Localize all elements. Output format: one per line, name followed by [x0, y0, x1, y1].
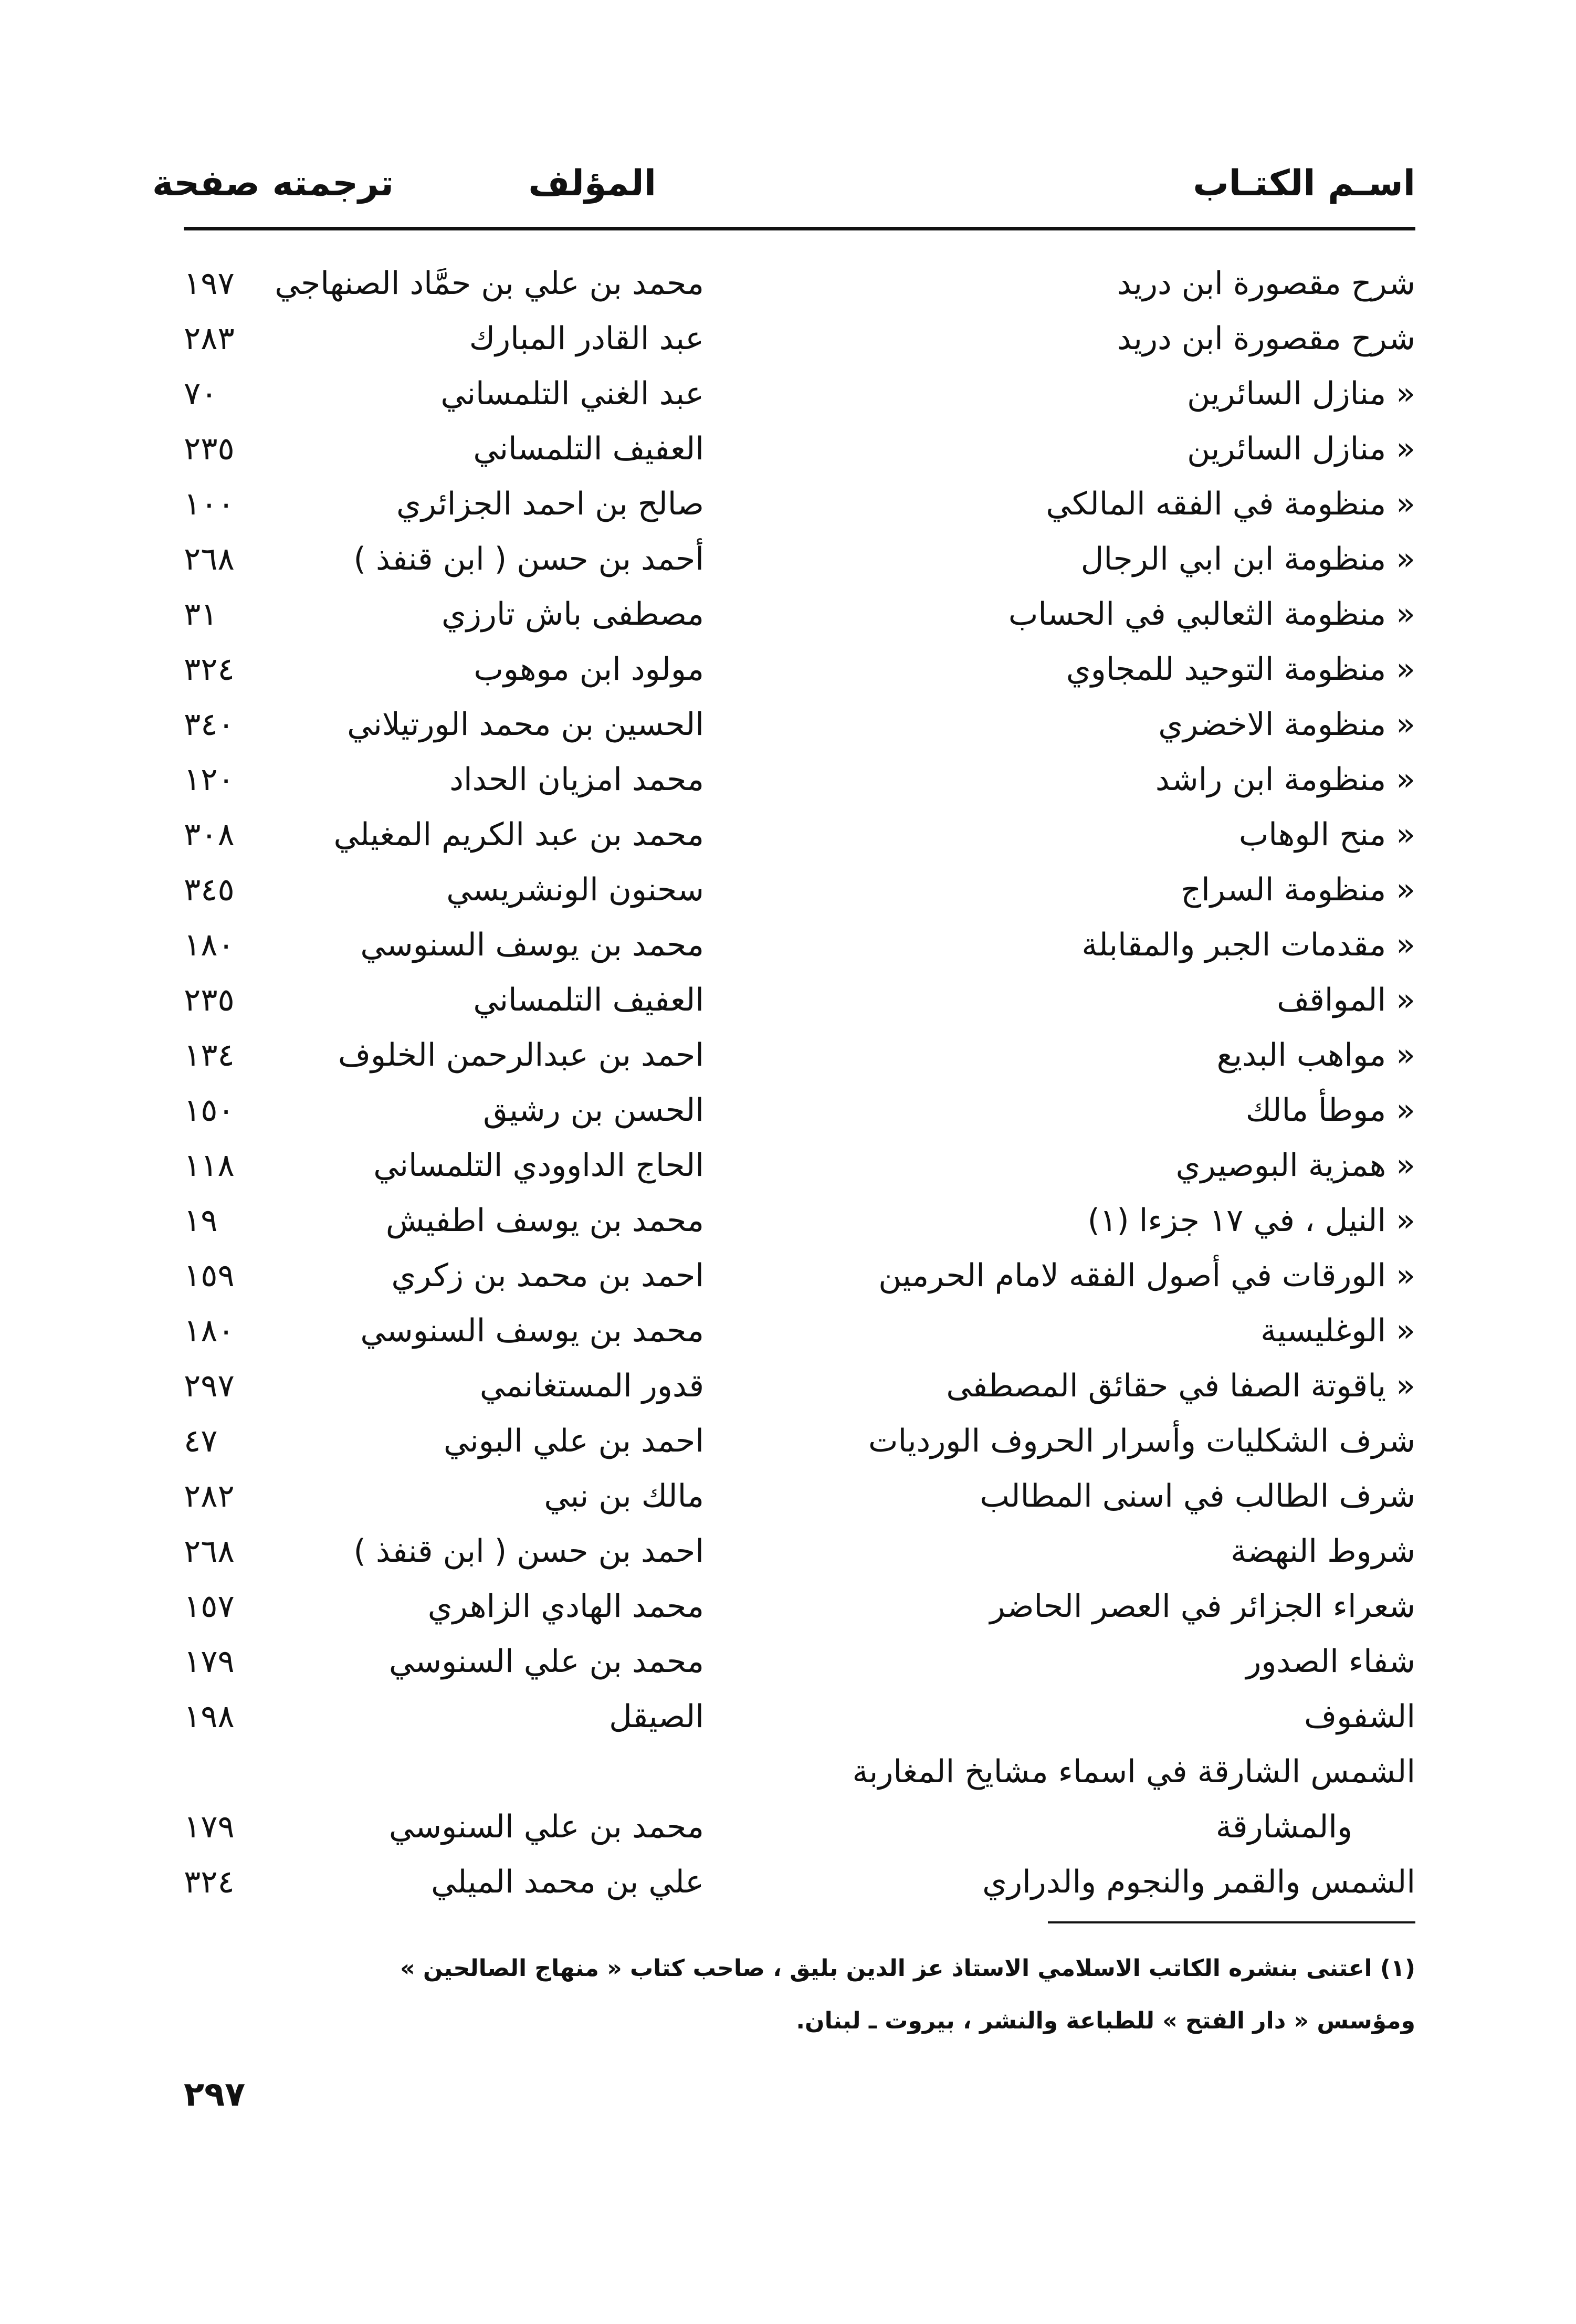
- book-title: شروط النهضة: [1231, 1533, 1415, 1570]
- book-title: شرح مقصورة ابن دريد: [1117, 265, 1415, 302]
- author-name: قدور المستغانمي: [479, 1368, 704, 1404]
- table-row: [184, 1635, 1415, 1690]
- author-name: احمد بن حسن ( ابن قنفذ ): [353, 1533, 704, 1570]
- author-name: الحاج الداوودي التلمساني: [373, 1147, 704, 1184]
- author-name: العفيف التلمساني: [473, 430, 704, 467]
- bio-page-number: ٢٦٨: [184, 1533, 235, 1570]
- book-title: « منح الوهاب: [1238, 816, 1415, 853]
- author-column-header: المؤلف: [528, 163, 656, 204]
- bio-page-number: ٣٤٠: [184, 706, 235, 743]
- author-name: احمد بن محمد بن زكري: [391, 1257, 704, 1294]
- book-title: « منظومة الاخضري: [1158, 706, 1415, 743]
- bio-page-number: ١٣٤: [184, 1037, 235, 1074]
- book-title: « منازل السائرين: [1187, 375, 1415, 412]
- author-name: عبد القادر المبارك: [469, 320, 704, 357]
- footnote: [184, 1942, 1415, 2047]
- book-title: « النيل ، في ١٧ جزءا (١): [1087, 1202, 1415, 1239]
- table-row: [184, 1470, 1415, 1525]
- book-title: « مقدمات الجبر والمقابلة: [1081, 927, 1415, 963]
- author-name: مولود ابن موهوب: [474, 651, 704, 688]
- book-title: « منظومة الثعالبي في الحساب: [1008, 596, 1415, 633]
- author-name: مالك بن نبي: [544, 1478, 704, 1515]
- bio-page-number: ١٢٠: [184, 761, 235, 798]
- bio-page-number: ١٧٩: [184, 1808, 235, 1845]
- bio-page-number: ٣١: [184, 596, 218, 633]
- bio-page-number: ٢٦٨: [184, 541, 235, 577]
- table-row: [184, 1194, 1415, 1249]
- bio-page-number: ١٩٧: [184, 265, 235, 302]
- table-row: [184, 1305, 1415, 1360]
- book-title: شرف الشكليات وأسرار الحروف الورديات: [868, 1423, 1415, 1459]
- author-name: أحمد بن حسن ( ابن قنفذ ): [353, 541, 704, 577]
- book-title: شرح مقصورة ابن دريد: [1117, 320, 1415, 357]
- book-title: « منظومة ابن راشد: [1155, 761, 1415, 798]
- author-name: محمد بن يوسف السنوسي: [360, 927, 704, 963]
- table-header: [152, 157, 1415, 220]
- table-row: [184, 533, 1415, 588]
- author-name: محمد بن يوسف اطفيش: [385, 1202, 704, 1239]
- table-row: [184, 1690, 1415, 1745]
- table-row: [184, 698, 1415, 753]
- author-name: محمد بن علي السنوسي: [388, 1808, 704, 1845]
- author-name: مصطفى باش تارزي: [441, 596, 704, 633]
- table-row: [184, 257, 1415, 312]
- bio-page-number: ١٧٩: [184, 1643, 235, 1680]
- bio-page-number: ٤٧: [184, 1423, 218, 1459]
- footnote-line: ومؤسس « دار الفتح » للطباعة والنشر ، بيروت ـ لبنان.: [796, 2007, 1415, 2034]
- bio-page-number: ١٥٩: [184, 1257, 235, 1294]
- header-rule: [184, 227, 1415, 230]
- book-title: « موطأ مالك: [1245, 1092, 1415, 1129]
- author-name: محمد بن عبد الكريم المغيلي: [333, 816, 704, 853]
- table-row: [184, 312, 1415, 367]
- table-row: [184, 588, 1415, 643]
- footnote-line: (١) اعتنى بنشره الكاتب الاسلامي الاستاذ عز الدين بليق ، صاحب كتاب « منهاج الصالحين »: [400, 1955, 1415, 1982]
- bio-page-number: ٢٨٣: [184, 320, 235, 357]
- bio-page-number: ١٩٨: [184, 1698, 235, 1735]
- author-name: محمد امزيان الحداد: [449, 761, 704, 798]
- book-title: « منظومة ابن ابي الرجال: [1080, 541, 1415, 577]
- author-name: محمد الهادي الزاهري: [427, 1588, 704, 1625]
- author-name: محمد بن علي بن حمَّاد الصنهاجي: [275, 265, 704, 302]
- author-name: علي بن محمد الميلي: [431, 1864, 704, 1900]
- table-row: [184, 753, 1415, 808]
- author-name: الحسين بن محمد الورتيلاني: [347, 706, 704, 743]
- author-name: الحسن بن رشيق: [483, 1092, 704, 1129]
- book-title: الشمس الشارقة في اسماء مشايخ المغاربة: [852, 1753, 1415, 1790]
- author-name: احمد بن عبدالرحمن الخلوف: [338, 1037, 704, 1074]
- author-name: صالح بن احمد الجزائري: [396, 486, 704, 522]
- table-row: [184, 1084, 1415, 1139]
- bio-page-number: ٢٩٧: [184, 1368, 235, 1404]
- book-title: « منظومة السراج: [1181, 871, 1415, 908]
- bio-page-number: ١٥٧: [184, 1588, 235, 1625]
- table-row: [184, 1415, 1415, 1470]
- table-row: [184, 1525, 1415, 1580]
- bio-page-number: ١٨٠: [184, 927, 235, 963]
- bio-page-column-header: ترجمته صفحة: [152, 163, 394, 204]
- page-number: ٢٩٧: [184, 2075, 246, 2114]
- bio-page-number: ٣٤٥: [184, 871, 235, 908]
- table-row: [184, 478, 1415, 533]
- table-row: [184, 367, 1415, 423]
- bio-page-number: ٧٠: [184, 375, 218, 412]
- table-row: [184, 1745, 1415, 1801]
- table-row: [184, 974, 1415, 1029]
- bio-page-number: ١٩: [184, 1202, 218, 1239]
- bio-page-number: ٣٠٨: [184, 816, 235, 853]
- footnote-rule: [1048, 1921, 1415, 1923]
- table-row: [184, 1856, 1415, 1911]
- bio-page-number: ٣٢٤: [184, 1864, 235, 1900]
- table-row: [184, 1029, 1415, 1084]
- bio-page-number: ١١٨: [184, 1147, 235, 1184]
- author-name: عبد الغني التلمساني: [440, 375, 704, 412]
- author-name: محمد بن علي السنوسي: [388, 1643, 704, 1680]
- table-row: [184, 423, 1415, 478]
- bio-page-number: ٢٨٢: [184, 1478, 235, 1515]
- book-title: « منظومة في الفقه المالكي: [1046, 486, 1415, 522]
- book-title: « منظومة التوحيد للمجاوي: [1066, 651, 1415, 688]
- book-title: « ياقوتة الصفا في حقائق المصطفى: [946, 1368, 1415, 1404]
- book-title: « منازل السائرين: [1187, 430, 1415, 467]
- book-title: « الوغليسية: [1260, 1312, 1415, 1349]
- book-title: والمشارقة: [1215, 1808, 1352, 1845]
- book-title: « همزية البوصيري: [1175, 1147, 1415, 1184]
- bio-page-number: ١٨٠: [184, 1312, 235, 1349]
- book-title: « الورقات في أصول الفقه لامام الحرمين: [878, 1257, 1415, 1294]
- table-row: [184, 1139, 1415, 1194]
- book-title: شرف الطالب في اسنى المطالب: [980, 1478, 1415, 1515]
- table-row: [184, 1249, 1415, 1305]
- table-row: [184, 643, 1415, 698]
- bio-page-number: ٢٣٥: [184, 430, 235, 467]
- table-row: [184, 1580, 1415, 1635]
- bio-page-number: ١٥٠: [184, 1092, 235, 1129]
- author-name: العفيف التلمساني: [473, 982, 704, 1018]
- author-name: محمد بن يوسف السنوسي: [360, 1312, 704, 1349]
- bio-page-number: ١٠٠: [184, 486, 235, 522]
- book-title: شفاء الصدور: [1246, 1643, 1415, 1680]
- table-row: [184, 808, 1415, 864]
- bio-page-number: ٣٢٤: [184, 651, 235, 688]
- book-title: « المواقف: [1277, 982, 1415, 1018]
- bio-page-number: ٢٣٥: [184, 982, 235, 1018]
- table-row: [184, 919, 1415, 974]
- author-name: احمد بن علي البوني: [444, 1423, 704, 1459]
- table-row: [184, 1360, 1415, 1415]
- table-row: [184, 1801, 1415, 1856]
- author-name: الصيقل: [609, 1698, 704, 1735]
- book-title: « مواهب البديع: [1216, 1037, 1415, 1074]
- entries-table: [184, 257, 1415, 1911]
- table-row: [184, 864, 1415, 919]
- book-title: شعراء الجزائر في العصر الحاضر: [990, 1588, 1415, 1625]
- book-title: الشفوف: [1304, 1698, 1415, 1735]
- book-title: الشمس والقمر والنجوم والدراري: [982, 1864, 1415, 1900]
- author-name: سحنون الونشريسي: [446, 871, 704, 908]
- book-title-column-header: اسـم الكتـاب: [1193, 163, 1415, 204]
